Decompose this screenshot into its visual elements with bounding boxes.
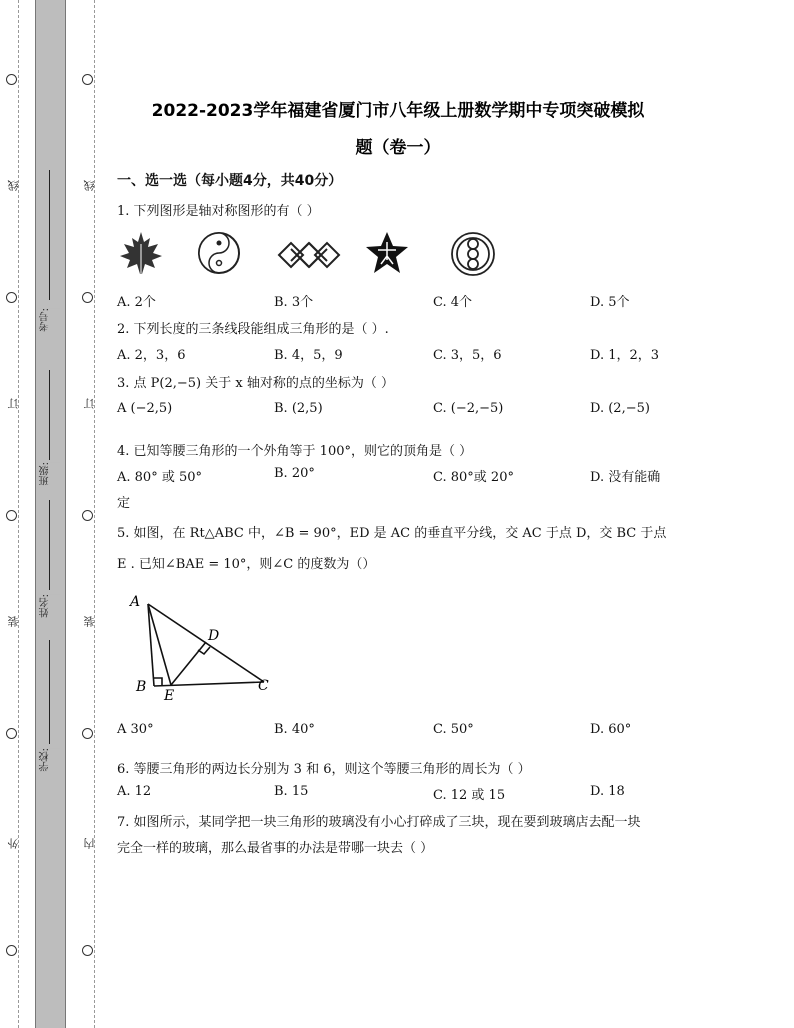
question-7-stem-line2: 完全一样的玻璃，那么最省事的办法是带哪一块去（ ） xyxy=(117,841,434,856)
q1-option-d: D. 5个 xyxy=(590,295,630,310)
kaohao-blank-line xyxy=(49,170,50,300)
figure-label-a: A xyxy=(130,594,141,610)
triangle-figure xyxy=(126,590,276,700)
xuexiao-label: 学校: xyxy=(38,748,60,771)
q5-option-d: D. 60° xyxy=(590,722,632,737)
binding-hole-icon xyxy=(82,945,93,956)
binding-hole-icon xyxy=(82,292,93,303)
question-6-stem: 6. 等腰三角形的两边长分别为 3 和 6，则这个等腰三角形的周长为（ ） xyxy=(117,762,531,777)
margin-char-zhuang-outer: 装 xyxy=(7,616,20,627)
margin-char-zhuang-inner: 装 xyxy=(83,616,96,627)
maple-leaf-icon xyxy=(118,230,164,276)
binding-hole-icon xyxy=(82,74,93,85)
q5-option-a: A 30° xyxy=(117,722,154,737)
binding-hole-icon xyxy=(6,510,17,521)
binding-hole-icon xyxy=(6,728,17,739)
xuexiao-blank-line xyxy=(49,640,50,744)
margin-char-xian-outer: 线 xyxy=(7,180,20,191)
yin-yang-icon xyxy=(196,230,242,276)
margin-char-wai: 外 xyxy=(7,838,20,849)
question-7-stem-line1: 7. 如图所示，某同学把一块三角形的玻璃没有小心打碎成了三块，现在要到玻璃店去配一块 xyxy=(117,815,641,830)
banji-blank-line xyxy=(49,370,50,460)
q1-option-a: A. 2个 xyxy=(117,295,156,310)
question-5-stem-line2: E . 已知∠BAE = 10°，则∠C 的度数为（） xyxy=(117,557,376,572)
q6-option-d: D. 18 xyxy=(590,784,625,799)
binding-strip xyxy=(35,0,66,1028)
q6-option-c: C. 12 或 15 xyxy=(433,788,506,803)
binding-hole-icon xyxy=(6,292,17,303)
banji-label: 班级: xyxy=(38,462,60,485)
q2-option-d: D. 1，2，3 xyxy=(590,348,660,363)
kaohao-label: 考号: xyxy=(38,308,60,331)
section-heading: 一、选一选（每小题4分，共40分） xyxy=(117,173,343,189)
question-3-stem: 3. 点 P(2,−5) 关于 x 轴对称的点的坐标为（ ） xyxy=(117,376,394,391)
q6-option-b: B. 15 xyxy=(274,784,309,799)
q5-option-b: B. 40° xyxy=(274,722,315,737)
q3-option-d: D. (2,−5) xyxy=(590,401,650,416)
chinese-knot-icon xyxy=(276,236,342,274)
star-flower-icon xyxy=(364,230,410,276)
binding-hole-icon xyxy=(6,945,17,956)
q2-option-c: C. 3，5，6 xyxy=(433,348,502,363)
q3-option-c: C. (−2,−5) xyxy=(433,401,504,416)
q4-option-b: B. 20° xyxy=(274,466,315,481)
figure-label-c: C xyxy=(258,678,269,694)
q2-option-b: B. 4，5，9 xyxy=(274,348,343,363)
binding-hole-icon xyxy=(82,728,93,739)
binding-hole-icon xyxy=(82,510,93,521)
q4-option-a: A. 80° 或 50° xyxy=(117,470,203,485)
q1-option-c: C. 4个 xyxy=(433,295,473,310)
margin-char-ding-inner: 订 xyxy=(83,398,96,409)
q6-option-a: A. 12 xyxy=(117,784,152,799)
question-5-stem-line1: 5. 如图，在 Rt△ABC 中，∠B = 90°，ED 是 AC 的垂直平分线，交 AC 于点 D，交 BC 于点 xyxy=(117,526,667,541)
q4-option-c: C. 80°或 20° xyxy=(433,470,514,485)
page-title-line2: 题（卷一） xyxy=(355,138,441,158)
xingming-blank-line xyxy=(49,500,50,590)
xingming-label: 姓名: xyxy=(38,594,60,617)
margin-char-xian-inner: 线 xyxy=(83,180,96,191)
q1-option-b: B. 3个 xyxy=(274,295,314,310)
q3-option-b: B. (2,5) xyxy=(274,401,323,416)
question-1-stem: 1. 下列图形是轴对称图形的有（ ） xyxy=(117,204,320,219)
q3-option-a: A (−2,5) xyxy=(117,401,173,416)
q5-option-c: C. 50° xyxy=(433,722,474,737)
question-2-stem: 2. 下列长度的三条线段能组成三角形的是（ ）. xyxy=(117,322,389,337)
margin-char-ding-outer: 订 xyxy=(7,398,20,409)
concentric-circles-icon xyxy=(450,230,496,278)
q4-option-d: D. 没有能确 xyxy=(590,470,661,485)
binding-hole-icon xyxy=(6,74,17,85)
margin-char-nei: 内 xyxy=(83,838,96,849)
q4-option-d-continued: 定 xyxy=(117,496,131,511)
figure-label-d: D xyxy=(208,628,220,644)
figure-label-e: E xyxy=(164,688,175,700)
margin-dashed-line-left xyxy=(18,0,19,1028)
margin-dashed-line-right xyxy=(94,0,95,1028)
q2-option-a: A. 2，3，6 xyxy=(117,348,186,363)
page-title-line1: 2022-2023学年福建省厦门市八年级上册数学期中专项突破模拟 xyxy=(151,101,645,121)
figure-label-b: B xyxy=(136,679,147,695)
question-4-stem: 4. 已知等腰三角形的一个外角等于 100°，则它的顶角是（ ） xyxy=(117,444,473,459)
